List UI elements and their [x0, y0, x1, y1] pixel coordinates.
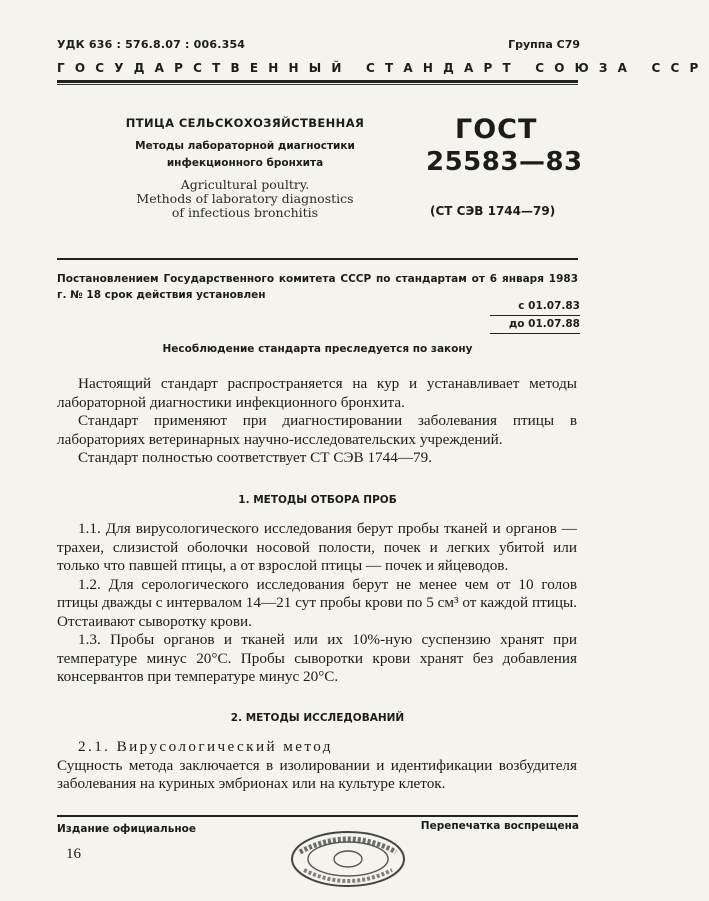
intro-paragraph-2: Стандарт применяют при диагностировании заболевания птицы в лабораториях ветеринарных научно-исследовательских учреждений.: [57, 412, 577, 448]
section-2-subheading: 2.1. Вирусологический метод: [78, 738, 333, 755]
header-rule-thin: [57, 84, 578, 85]
section-2-paragraph-1: Сущность метода заключается в изолировании и идентификации возбудителя заболевания на куриных эмбрионах или на культуре клеток.: [57, 756, 577, 792]
intro-paragraph-3: Стандарт полностью соответствует СТ СЭВ 1744—79.: [78, 449, 433, 466]
section-1-paragraph-1: 1.1. Для вирусологического исследования берут пробы тканей и органов — трахеи, слизистой оболочки носовой полости, почек и легких убитой или только что павшей птицы, а от взрослой птицы — почек и яйцеводов.: [57, 520, 577, 574]
validity-dates: [490, 298, 580, 334]
legal-warning: Несоблюдение стандарта преследуется по закону: [162, 343, 473, 355]
edition-note: Издание официальное: [57, 823, 196, 835]
valid-to: до 01.07.88: [490, 316, 580, 334]
footer-rule: [57, 815, 578, 817]
page-number: 16: [66, 846, 81, 862]
header-rule: [57, 80, 578, 83]
title-en-3: of infectious bronchitis: [171, 205, 319, 220]
title-en-1: Agricultural poultry.: [180, 177, 310, 192]
section-1-paragraph-3: 1.3. Пробы органов и тканей или их 10%-ную суспензию хранят при температуре минус 20°С. Пробы сыворотки крови хранят без добавления консервантов при температуре минус 20°С.: [57, 631, 577, 685]
section-1-heading: 1. МЕТОДЫ ОТБОРА ПРОБ: [238, 494, 397, 506]
decree-body: Постановлением Государственного комитета СССР по стандартам от 6 января 1983 г. № 18 срок действия установлен: [57, 273, 578, 301]
title-ru-sub-1: Методы лабораторной диагностики: [135, 140, 355, 152]
st-sev-reference: (СТ СЭВ 1744—79): [430, 204, 556, 218]
reprint-note: Перепечатка воспрещена: [420, 820, 579, 832]
section-1-body: [57, 520, 577, 687]
intro-paragraph-1: Настоящий стандарт распространяется на кур и устанавливает методы лабораторной диагностики инфекционного бронхита.: [57, 375, 577, 411]
title-block: [95, 116, 395, 220]
valid-from: с 01.07.83: [490, 298, 580, 316]
title-ru-sub-2: инфекционного бронхита: [166, 157, 324, 169]
group-code: Группа С79: [508, 38, 580, 51]
gost-label: ГОСТ: [455, 114, 538, 145]
section-2-body: [57, 738, 577, 794]
section-2-heading: 2. МЕТОДЫ ИССЛЕДОВАНИЙ: [230, 712, 405, 724]
section-1-paragraph-2: 1.2. Для серологического исследования берут не менее чем от 10 голов птицы дважды с интервалом 14—21 сут пробы крови по 5 см³ от каждой птицы. Отстаивают сыворотку крови.: [57, 575, 577, 630]
title-rule: [57, 258, 578, 260]
intro-section: [57, 375, 577, 468]
state-standard-banner: ГОСУДАРСТВЕННЫЙ СТАНДАРТ СОЮЗА ССР: [57, 61, 709, 75]
gost-number: 25583—83: [426, 147, 583, 177]
udk-code: УДК 636 : 576.8.07 : 006.354: [57, 38, 246, 51]
title-en-2: Methods of laboratory diagnostics: [136, 191, 354, 206]
library-stamp-icon: [288, 828, 408, 890]
title-ru-main: ПТИЦА СЕЛЬСКОХОЗЯЙСТВЕННАЯ: [125, 116, 365, 130]
